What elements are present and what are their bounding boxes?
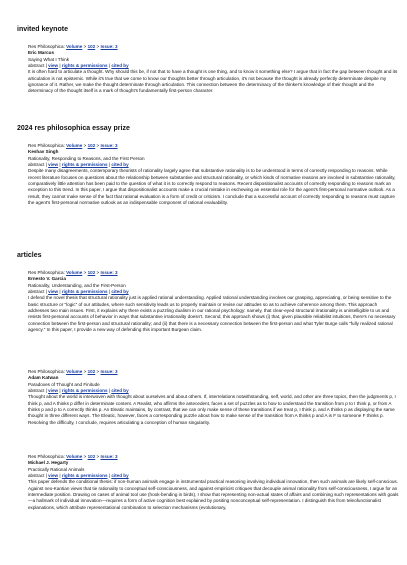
breadcrumb-separator: > [96,270,100,275]
abstract-text: I defend the novel thesis that structural rationality just is applied rational understanding. Applied rational understanding involves our grasping, appreciating, or being sensitive to the basic structure or "logic" of our attitudes, where such sensitivity leads us to properly maintain or revise our attitudes so as to achieve coherence among them. This approach addresses two main issues. First, it explains why there exists a puzzling dualism in our rational psychology: namely, that clear-eyed structural irrationality is unintelligible to us and resists first-personal accounts of behavior in ways that substantive irrationality doesn't. Second, this approach shows (i) that, given plausible reliabilist intuitions, there's no necessary connection between the first-person and structural rationality; and (ii) that there is a necessary connection between the first-person and what Tyler Burge calls "fully realized rational agency." In this paper, I provide a new way of defending this important Burgean claim. [28,295,396,333]
link-separator: | [59,162,61,168]
volume-link[interactable]: Volume [66,454,83,459]
rights-permissions-link[interactable]: rights & permissions [61,473,108,479]
volume-link[interactable]: Volume [66,143,83,148]
journal-label: Res Philosophica: [28,369,65,374]
link-separator: | [59,63,61,69]
journal-label: Res Philosophica: [28,270,65,275]
number-link[interactable]: 102 [87,369,96,374]
breadcrumb-separator: > [83,44,87,49]
abstract-label: abstract [28,289,45,295]
section-heading: invited keynote [17,26,68,33]
number-link[interactable]: 102 [87,454,96,459]
volume-link[interactable]: Volume [66,44,83,49]
article-entry [28,270,399,333]
journal-label: Res Philosophica: [28,44,65,49]
abstract-label: abstract [28,473,45,479]
link-separator: | [45,473,47,479]
section-heading: 2024 res philosophica essay prize [17,125,130,132]
link-separator: | [59,289,61,295]
author-name: Ernesto V. Garcia [28,276,66,282]
article-title: Rationality, Responding to Reasons, and the First Person [28,155,145,161]
abstract-label: abstract [28,63,45,69]
link-separator: | [45,388,47,394]
article-entry [28,454,399,511]
cited-by-link[interactable]: cited by [111,473,129,479]
section-heading: articles [17,252,42,259]
view-link[interactable]: view [48,162,59,168]
link-separator: | [45,63,47,69]
abstract-label: abstract [28,162,45,168]
abstract-text: It is often hard to articulate a thought. Why should this be, if not that to have a thought is one thing, and to know it something else? I argue that in fact the gap between thought and its articulation is not epistemic. While it's true that we come to know our thoughts better through articulation, it's not because the thought is already perfectly determinate despite my ignorance of it. Rather, we make the thought determinate through articulation. This connection between the determinacy of the thinker's knowledge of their thought and the determinacy of the thought itself is a mark of thought's fundamentally first-person character. [28,69,398,94]
breadcrumb-separator: > [96,454,100,459]
cited-by-link[interactable]: cited by [111,289,129,295]
link-separator: | [108,162,111,168]
issue-link[interactable]: Issue: 3 [100,143,118,148]
number-link[interactable]: 102 [87,270,96,275]
issue-link[interactable]: Issue: 3 [100,270,118,275]
rights-permissions-link[interactable]: rights & permissions [61,162,108,168]
view-link[interactable]: view [48,289,59,295]
breadcrumb-separator: > [83,143,87,148]
author-name: Eric Marcus [28,50,55,56]
author-name: Michael J. Hegarty [28,460,69,466]
abstract-label: abstract [28,388,45,394]
abstract-text: Thought about the world is interwoven with thought about ourselves and about others. If, interrelations notwithstanding, self, world, and other are three topics, then the judgments p, I think p, and A thinks p differ in determinate content. A Realist, who affirms the antecedent, faces a set of puzzles as to how to understand the transition from p to I think p, or from A thinks p and p to A correctly thinks p. An Eleatic maintains, by contrast, that we can only make sense of these transitions if we treat p, I think p, and A thinks p as displaying the same thought in three different ways. The Eleatic, however, faces a corresponding puzzle about how to make sense of the transition from A thinks p and A is F to someone F thinks p. Resolving the difficulty, I conclude, requires articulating a conception of human singularity. [28,394,396,425]
breadcrumb-separator: > [83,454,87,459]
breadcrumb-separator: > [83,270,87,275]
article-title: Rationality, Understanding, and the First-Person [28,282,126,288]
link-separator: | [108,473,111,479]
volume-link[interactable]: Volume [66,270,83,275]
cited-by-link[interactable]: cited by [111,63,129,69]
cited-by-link[interactable]: cited by [111,388,129,394]
number-link[interactable]: 102 [87,44,96,49]
link-separator: | [45,289,47,295]
abstract-text: Despite many disagreements, contemporary theorists of rationality largely agree that substantive rationality is to be understood in terms of correctly responding to reasons. While recent literature focuses on questions about the relationship between substantive and structural rationality, or which kinds of normative reasons are involved in substantive rationality, comparatively little attention has been paid to the question of what it is to correctly respond to reasons. Recent dispositionalist accounts of correctly responding to reasons mark an exception to this trend. In this paper, I argue that dispositionalist accounts make a crucial mistake in eschewing an essential role for the agent's first-personal normative outlook. As a result, they cannot make sense of the fact that rational evaluation is a form of credit or criticism. I conclude that a successful account of correctly responding to reasons must capture the agent's first-personal normative outlook as an indispensable component of rational evaluability. [28,168,396,206]
volume-link[interactable]: Volume [66,369,83,374]
journal-label: Res Philosophica: [28,143,65,148]
article-entry [28,44,399,95]
cited-by-link[interactable]: cited by [111,162,129,168]
issue-link[interactable]: Issue: 3 [100,454,118,459]
link-separator: | [45,162,47,168]
view-link[interactable]: view [48,388,59,394]
article-title: Saying What I Think [28,56,70,62]
issue-link[interactable]: Issue: 3 [100,369,118,374]
author-name: Keshav Singh [28,149,59,155]
number-link[interactable]: 102 [87,143,96,148]
breadcrumb-separator: > [83,369,87,374]
article-title: Practically Rational Animals [28,466,85,472]
link-separator: | [59,473,61,479]
issue-link[interactable]: Issue: 3 [100,44,118,49]
author-name: Adam Katwan [28,375,59,381]
link-separator: | [108,289,111,295]
article-title: Paradoxes of Thought and Finitude [28,381,100,387]
rights-permissions-link[interactable]: rights & permissions [61,388,108,394]
article-entry [28,369,399,426]
rights-permissions-link[interactable]: rights & permissions [61,63,108,69]
view-link[interactable]: view [48,63,59,69]
breadcrumb-separator: > [96,44,100,49]
link-separator: | [59,388,61,394]
breadcrumb-separator: > [96,369,100,374]
article-entry [28,143,399,206]
journal-label: Res Philosophica: [28,454,65,459]
breadcrumb-separator: > [96,143,100,148]
abstract-text: This paper defends the conditional thesis: if non-human animals engage in instrumental practical reasoning involving individual innovation, then such animals are likely self-conscious. Against neo-Kantian views that tie rationality to conceptual self-consciousness, and against empiricist critiques that decouple animal rationality from self-consciousness, I argue for an intermediate position. Drawing on cases of animal tool use (hook-bending in birds), I show that representing non-actual states of affairs and combining such representations with goals —a hallmark of individual innovation—requires a form of active cognition best explained by positing nonconceptual self-representation. I distinguish this from teleofunctionalist explanations, which attribute representational combination to selection mechanisms (evolutionary, [28,479,399,510]
rights-permissions-link[interactable]: rights & permissions [61,289,108,295]
view-link[interactable]: view [48,473,59,479]
link-separator: | [108,388,111,394]
link-separator: | [108,63,111,69]
